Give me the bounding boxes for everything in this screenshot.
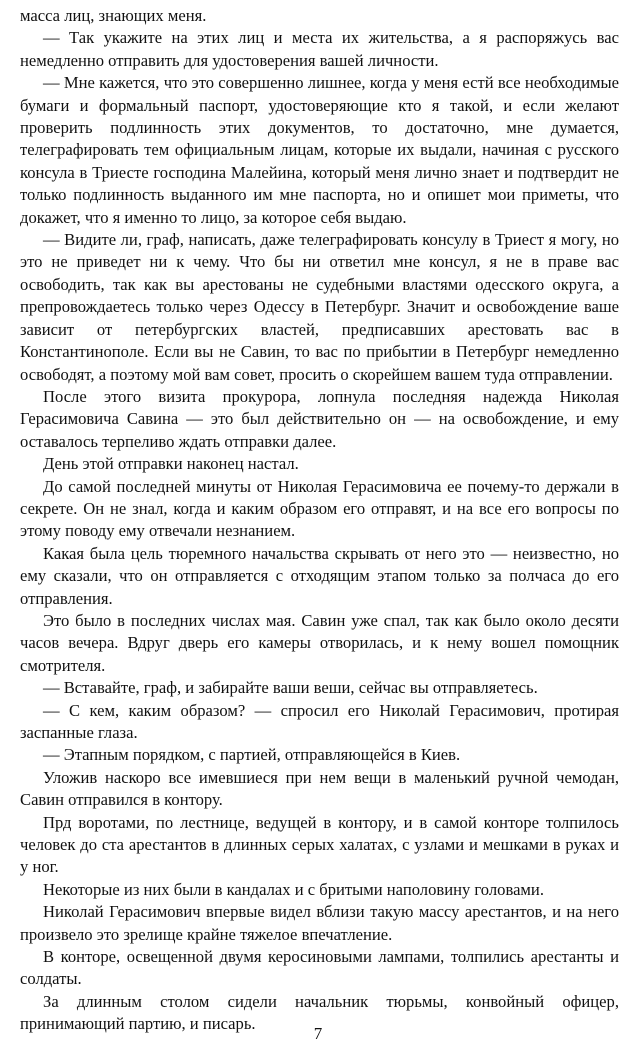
paragraph: — Вставайте, граф, и забирайте ваши веши, сейчас вы отправляетесь. [43,678,538,698]
paragraph: масса лиц, знающих меня. [20,6,207,25]
paragraph: До самой последней минуты от Николая Герасимовича ее почему-то держали в секрете. Он не знал, когда и каким образом его отправят, и на все его вопросы по этому поводу ему отвечали незнанием. [20,476,619,541]
paragraph: Какая была цель тюремного начальства скрывать от него это — неизвестно, но ему сказали, что он отправляется с отходящим этапом только за полчаса до его отправления. [20,543,619,608]
paragraph: Это было в последних числах мая. Савин уже спал, так как было около десяти часов вечера. Вдруг дверь его камеры отворилась, и к нему вошел помощник смотрителя. [20,610,619,675]
paragraph: — С кем, каким образом? — спросил его Николай Герасимович, протирая заспанные глаза. [20,700,619,742]
paragraph: В конторе, освещенной двумя керосиновыми лампами, толпились арестанты и солдаты. [20,947,619,989]
paragraph: За длинным столом сидели начальник тюрьмы, конвойный офицер, принимающий партию, и писарь. [20,991,619,1034]
paragraph: День этой отправки наконец настал. [43,454,299,474]
paragraph: Николай Герасимович впервые видел вблизи такую массу арестантов, и на него произвело это зрелище крайне тяжелое впечатление. [20,902,619,944]
paragraph: — Видите ли, граф, написать, даже телеграфировать консулу в Триест я могу, но это не приведет ни к чему. Что бы ни ответил мне консул, я не в праве вас освободить, так как вы арестованы не судебными властями одесского округа, а препровождаетесь только через Одессу в Петербург. Значит и освобождение ваше зависит от петербургских властей, предписавших арестовать вас в Константинополе. Если вы не Савин, то вас по прибытии в Петербург немедленно освободят, а поэтому мой вам совет, просить о скорейшем вашем туда отправлении. [20,230,619,384]
paragraph: Некоторые из них были в кандалах и с бритыми наполовину головами. [43,879,544,899]
paragraph: Уложив наскоро все имевшиеся при нем вещи в маленький ручной чемодан, Савин отправился в контору. [20,767,619,810]
page-number: 7 [313,1024,323,1043]
paragraph: — Этапным порядком, с партией, отправляющейся в Киев. [43,745,461,765]
paragraph: — Так укажите на этих лиц и места их жительства, а я распоряжусь вас немедленно отправить для удостоверения вашей личности. [20,28,619,70]
paragraph: После этого визита прокурора, лопнула последняя надежда Николая Герасимовича Савина — это был действительно он — на освобождение, и ему оставалось терпеливо ждать отправки далее. [20,386,619,451]
body-text [20,5,619,1036]
paragraph: — Мне кажется, что это совершенно лишнее, когда у меня естй все необходимые бумаги и формальный паспорт, удостоверяющие кто я такой, и если желают проверить подлинность этих документов, то достаточно, мне думается, телеграфировать тем официальным лицам, которые их выдали, начиная с русского консула в Триесте господина Малейина, который меня лично знает и подтвердит не только подлинность выданного им мне паспорта, но и опишет мои приметы, что докажет, что я именно то лицо, за которое себя выдаю. [20,73,619,227]
paragraph: Прд воротами, по лестнице, ведущей в контору, и в самой конторе толпилось человек до ста арестантов в длинных серых халатах, с узлами и мешками в руках и у ног. [20,812,619,877]
